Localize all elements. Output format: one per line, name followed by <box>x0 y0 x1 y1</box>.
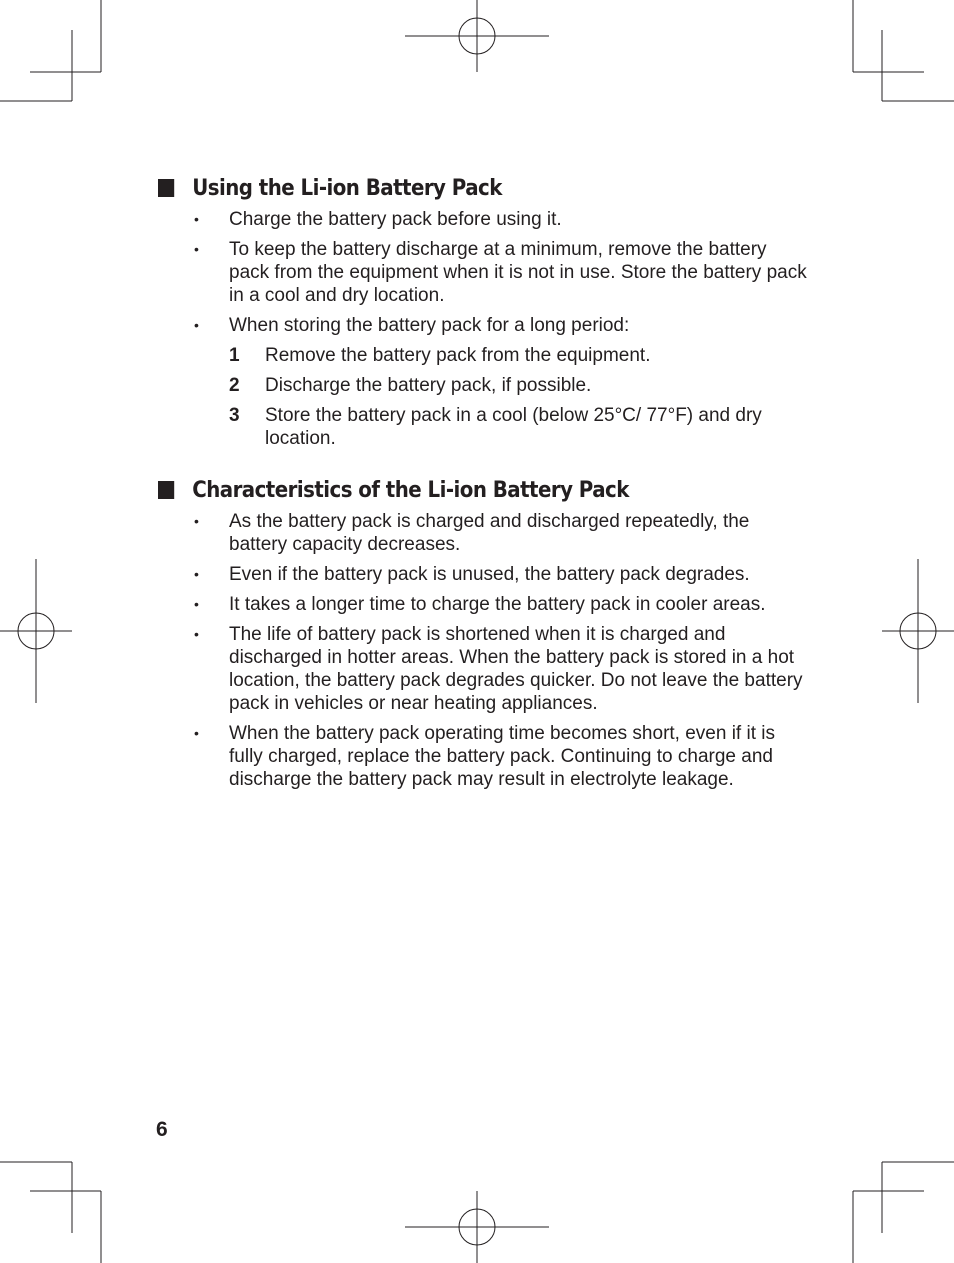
bullet-dot-icon: • <box>194 566 199 582</box>
section-heading: Using the Li-ion Battery Pack <box>158 176 743 208</box>
bullet-dot-icon: • <box>194 596 199 612</box>
bullet-dot-icon: • <box>194 211 199 227</box>
section-characteristics <box>158 478 808 798</box>
step-item: 2 Discharge the battery pack, if possible. <box>229 375 592 396</box>
bullet-dot-icon: • <box>194 317 199 333</box>
bullet-dot-icon: • <box>194 725 199 741</box>
list-item: • To keep the battery discharge at a minimum, remove the battery pack from the equipment when it is not in use. Store the battery pack in a cool and dry location. <box>194 239 807 306</box>
bullet-list <box>158 510 808 791</box>
list-item: • Even if the battery pack is unused, the battery pack degrades. <box>194 564 750 585</box>
square-bullet-icon <box>158 179 174 197</box>
step-item: 1 Remove the battery pack from the equipment. <box>229 345 651 366</box>
step-item: 3 Store the battery pack in a cool (below 25°C/ 77°F) and dry location. <box>229 405 762 449</box>
bullet-list <box>158 208 808 450</box>
section-heading: Characteristics of the Li-ion Battery Pack <box>158 478 743 510</box>
bullet-dot-icon: • <box>194 513 199 529</box>
bullet-dot-icon: • <box>194 626 199 642</box>
page-number: 6 <box>156 1118 168 1141</box>
list-item: • The life of battery pack is shortened when it is charged and discharged in hotter areas. When the battery pack is stored in a hot location, the battery pack degrades quicker. Do not leave the battery pack in vehicles or near heating appliances. <box>194 624 803 714</box>
section-using-battery <box>158 176 808 457</box>
square-bullet-icon <box>158 481 174 499</box>
list-item: • It takes a longer time to charge the battery pack in cooler areas. <box>194 594 766 615</box>
list-item: • When the battery pack operating time becomes short, even if it is fully charged, replace the battery pack. Continuing to charge and discharge the battery pack may result in electrolyte leakage. <box>194 723 775 790</box>
numbered-steps <box>229 344 808 450</box>
list-item: • Charge the battery pack before using it. <box>194 209 562 230</box>
list-item: • When storing the battery pack for a long period: 1 Remove the battery pack from the equipment. 2 Discharge the battery pack, if possible. 3 Store the battery pack in a cool (below 25°C/ 77°F) and dry location. <box>158 314 808 450</box>
bullet-dot-icon: • <box>194 241 199 257</box>
list-item: • As the battery pack is charged and discharged repeatedly, the battery capacity decreases. <box>194 511 750 555</box>
